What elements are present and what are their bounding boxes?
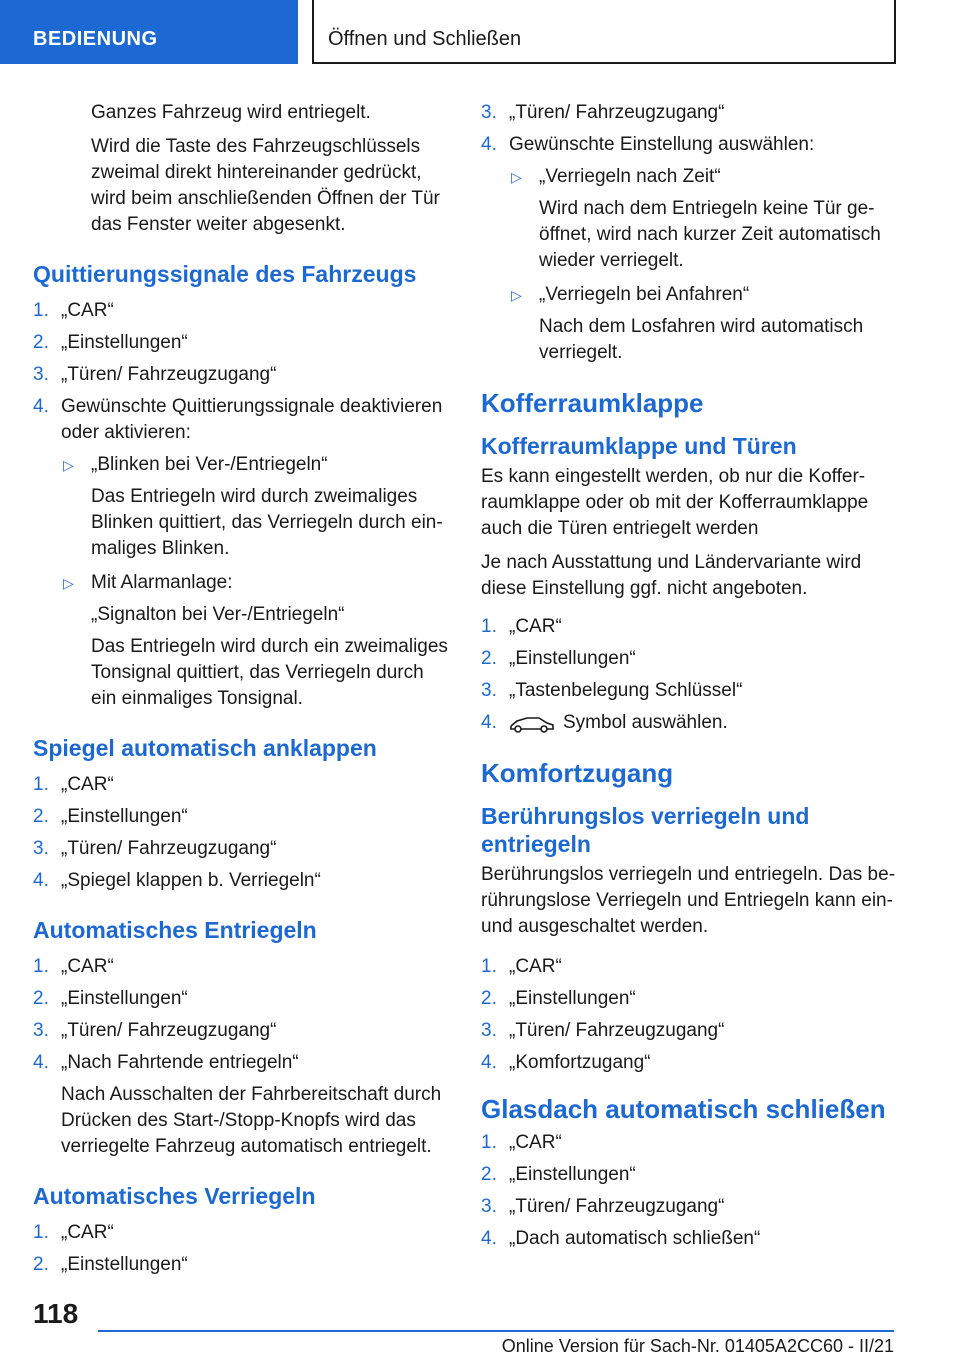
step-number: 3.: [481, 1020, 497, 1041]
step-number: 4.: [481, 134, 497, 155]
section-heading: Berührungslos verriegeln und entriegeln: [481, 803, 810, 857]
step-number: 2.: [481, 1164, 497, 1185]
step-number: 3.: [33, 838, 49, 859]
list-item: [481, 1018, 901, 1044]
step-text: „CAR“: [509, 1132, 562, 1153]
step-text: Gewünschte Einstellung auswählen:: [509, 134, 815, 155]
list-item: [33, 298, 453, 324]
list-item: [33, 1050, 453, 1160]
car-icon: [509, 712, 555, 734]
steps-list: [481, 100, 901, 366]
list-item: [481, 646, 901, 672]
triangle-bullet-icon: ▷: [511, 287, 522, 303]
step-text: „Türen/ Fahrzeugzugang“: [61, 1020, 277, 1041]
steps-list: [481, 614, 901, 736]
intro-paragraph: Wird die Taste des Fahrzeugschlüssels zweimal direkt hintereinander gedrückt, wird beim anschließenden Öffnen der Tür das Fenster weiter abgesenkt.: [91, 136, 440, 235]
bullet-detail: Nach dem Losfahren wird automatisch verriegelt.: [539, 316, 864, 363]
step-number: 1.: [33, 1222, 49, 1243]
chapter-heading: Komfortzugang: [481, 758, 674, 788]
step-number: 3.: [33, 364, 49, 385]
list-item: [33, 836, 453, 862]
step-text: „CAR“: [61, 1222, 114, 1243]
list-item: [33, 954, 453, 980]
page-number: 118: [33, 1298, 79, 1329]
triangle-bullet-icon: ▷: [63, 575, 74, 591]
list-item: [33, 394, 453, 712]
paragraph: Berührungslos verriegeln und entriegeln. Das be‐rührungslose Verriegeln und Entriegeln kann ein‐und ausgeschaltet werden.: [481, 864, 896, 937]
step-number: 3.: [481, 102, 497, 123]
bullet-list: [61, 452, 453, 712]
section-heading: Quittierungssignale des Fahrzeugs: [33, 261, 417, 287]
step-detail: Nach Ausschalten der Fahrbereitschaft durch Drücken des Start-/Stopp-Knopfs wird das verriegelte Fahrzeug automatisch entriegelt.: [61, 1084, 442, 1157]
page-footer: [0, 1290, 960, 1362]
step-text: „CAR“: [509, 956, 562, 977]
step-text: „Einstellungen“: [61, 332, 188, 353]
step-number: 1.: [33, 956, 49, 977]
step-text: „Türen/ Fahrzeugzugang“: [509, 1196, 725, 1217]
page-header: [0, 0, 960, 66]
list-item: [33, 1018, 453, 1044]
step-number: 4.: [481, 1052, 497, 1073]
section-tab: [0, 0, 298, 64]
triangle-bullet-icon: ▷: [511, 169, 522, 185]
step-text: „Türen/ Fahrzeugzugang“: [61, 364, 277, 385]
step-number: 1.: [481, 1132, 497, 1153]
list-item: [481, 1226, 901, 1252]
list-item: [481, 1162, 901, 1188]
step-text: „Türen/ Fahrzeugzugang“: [61, 838, 277, 859]
step-text: „CAR“: [61, 774, 114, 795]
steps-list: [481, 954, 901, 1076]
list-item: [481, 1130, 901, 1156]
bullet-detail: „Signalton bei Ver-/Entriegeln“: [91, 604, 345, 625]
list-item: [481, 710, 901, 736]
footer-divider: [98, 1330, 894, 1332]
section-heading: Automatisches Verriegeln: [33, 1183, 316, 1209]
bullet-title: „Blinken bei Ver-/Entriegeln“: [91, 454, 328, 475]
step-text: Gewünschte Quittierungssignale deaktivieren oder aktivieren:: [61, 396, 443, 443]
section-heading: Automatisches Entriegeln: [33, 917, 317, 943]
step-number: 1.: [481, 956, 497, 977]
step-text: „Dach automatisch schließen“: [509, 1228, 761, 1249]
step-number: 4.: [33, 396, 49, 417]
chapter-heading: Glasdach automatisch schließen: [481, 1094, 886, 1124]
bullet-title: „Verriegeln nach Zeit“: [539, 166, 721, 187]
step-text: „Einstellungen“: [61, 988, 188, 1009]
left-column: [33, 100, 453, 1284]
step-number: 3.: [481, 1196, 497, 1217]
step-number: 4.: [33, 1052, 49, 1073]
step-text: „Spiegel klappen b. Verriegeln“: [61, 870, 321, 891]
steps-list: [33, 298, 453, 712]
list-item: [481, 954, 901, 980]
chapter-title: Öffnen und Schließen: [328, 28, 522, 50]
step-text: „Einstellungen“: [61, 806, 188, 827]
list-item: [33, 986, 453, 1012]
list-item: [33, 1252, 453, 1278]
section-heading: Spiegel automatisch anklappen: [33, 735, 377, 761]
intro-paragraph: Ganzes Fahrzeug wird entriegelt.: [91, 102, 371, 123]
step-text: „Einstellungen“: [509, 1164, 636, 1185]
step-number: 2.: [33, 806, 49, 827]
step-text: „Tastenbelegung Schlüssel“: [509, 680, 743, 701]
step-number: 1.: [481, 616, 497, 637]
triangle-bullet-icon: ▷: [63, 457, 74, 473]
step-text: „CAR“: [509, 616, 562, 637]
step-text: Symbol auswählen.: [563, 712, 728, 733]
bullet-item: [509, 282, 901, 366]
step-text: „Einstellungen“: [509, 988, 636, 1009]
list-item: [481, 678, 901, 704]
steps-list: [481, 1130, 901, 1252]
step-text: „CAR“: [61, 300, 114, 321]
chapter-heading: Kofferraumklappe: [481, 388, 704, 418]
bullet-detail: Wird nach dem Entriegeln keine Tür ge‐öffnet, wird nach kurzer Zeit automatisch wieder verriegelt.: [539, 198, 881, 271]
list-item: [481, 986, 901, 1012]
bullet-detail: Das Entriegeln wird durch ein zweimaliges Tonsignal quittiert, das Verriegeln durch ein einmaliges Tonsignal.: [91, 636, 448, 709]
bullet-item: [61, 570, 453, 712]
step-text: „Einstellungen“: [509, 648, 636, 669]
step-number: 2.: [481, 988, 497, 1009]
list-item: [33, 362, 453, 388]
step-text: „Nach Fahrtende entriegeln“: [61, 1052, 299, 1073]
step-number: 2.: [33, 988, 49, 1009]
step-number: 4.: [481, 712, 497, 733]
bullet-title: Mit Alarmanlage:: [91, 572, 233, 593]
right-column: [481, 100, 901, 1258]
steps-list: [33, 954, 453, 1160]
step-number: 1.: [33, 300, 49, 321]
list-item: [481, 132, 901, 366]
step-number: 4.: [481, 1228, 497, 1249]
step-text: „Türen/ Fahrzeugzugang“: [509, 1020, 725, 1041]
bullet-list: [509, 164, 901, 366]
list-item: [481, 1194, 901, 1220]
list-item: [33, 868, 453, 894]
list-item: [33, 330, 453, 356]
step-text: „Einstellungen“: [61, 1254, 188, 1275]
bullet-detail: Das Entriegeln wird durch zweimaliges Blinken quittiert, das Verriegeln durch ein‐maliges Blinken.: [91, 486, 443, 559]
steps-list: [33, 772, 453, 894]
step-number: 3.: [33, 1020, 49, 1041]
list-item: [33, 804, 453, 830]
steps-list: [33, 1220, 453, 1278]
section-label: BEDIENUNG: [33, 28, 158, 50]
section-heading: Kofferraumklappe und Türen: [481, 433, 797, 459]
list-item: [481, 100, 901, 126]
step-text: „Komfortzugang“: [509, 1052, 651, 1073]
bullet-title: „Verriegeln bei Anfahren“: [539, 284, 750, 305]
step-text-with-icon: [509, 710, 901, 736]
bullet-item: [61, 452, 453, 562]
list-item: [33, 1220, 453, 1246]
step-number: 2.: [481, 648, 497, 669]
footer-text: Online Version für Sach-Nr. 01405A2CC60 - II/21: [501, 1336, 894, 1356]
step-number: 2.: [33, 332, 49, 353]
list-item: [481, 1050, 901, 1076]
paragraph: Je nach Ausstattung und Ländervariante wird diese Einstellung ggf. nicht angeboten.: [481, 552, 862, 599]
bullet-item: [509, 164, 901, 274]
list-item: [481, 614, 901, 640]
paragraph: Es kann eingestellt werden, ob nur die Koffer‐raumklappe oder ob mit der Kofferraumklappe auch die Türen entriegelt werden: [481, 466, 869, 539]
step-number: 2.: [33, 1254, 49, 1275]
step-number: 3.: [481, 680, 497, 701]
step-text: „Türen/ Fahrzeugzugang“: [509, 102, 725, 123]
list-item: [33, 772, 453, 798]
step-number: 1.: [33, 774, 49, 795]
step-text: „CAR“: [61, 956, 114, 977]
step-number: 4.: [33, 870, 49, 891]
chapter-title-box: [312, 0, 896, 64]
